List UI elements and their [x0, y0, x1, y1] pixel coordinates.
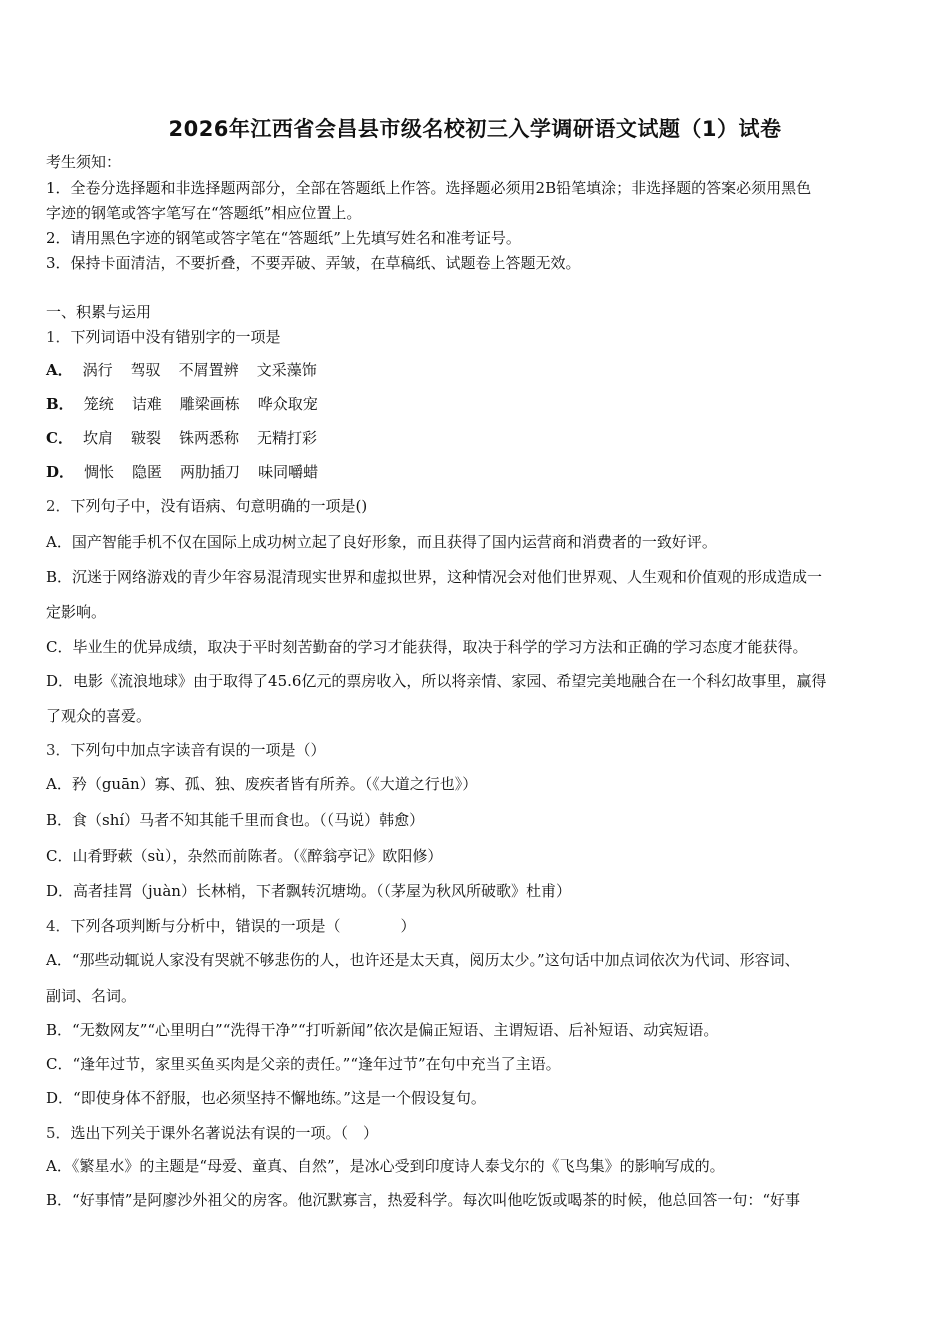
q1-option-b [46, 394, 908, 414]
question-number: 5． [46, 1124, 71, 1142]
word: 不屑置辨 [178, 361, 239, 379]
word: 惆怅 [84, 463, 115, 481]
notice-item-1b: 字迹的钢笔或答字笔写在“答题纸”相应位置上。 [46, 204, 362, 222]
q2-option-a: A．国产智能手机不仅在国际上成功树立起了良好形象，而且获得了国内运营商和消费者的一致好评。 [46, 533, 717, 551]
question-5 [46, 1123, 908, 1143]
question-1 [46, 327, 908, 347]
q3-option-d: D．高者挂罥（juàn）长林梢，下者飘转沉塘坳。（（茅屋为秋风所破歌》杜甫） [46, 882, 571, 900]
q2-option-c: C．毕业生的优异成绩，取决于平时刻苦勤奋的学习才能获得，取决于科学的学习方法和正确的学习态度才能获得。 [46, 638, 808, 656]
word: 铢两悉称 [178, 429, 239, 447]
question-4 [46, 916, 908, 936]
q2-option-b-cont: 定影响。 [46, 603, 107, 621]
word: 笼统 [83, 395, 114, 413]
notice-item-1a: 1．全卷分选择题和非选择题两部分，全部在答题纸上作答。选择题必须用2B铅笔填涂；非选择题的答案必须用黑色 [46, 179, 812, 197]
q4-option-a: A．“那些动辄说人家没有哭就不够悲伤的人，也许还是太天真，阅历太少。”这句话中加点词依次为代词、形容词、 [46, 951, 800, 969]
notice-item-3: 3．保持卡面清洁，不要折叠，不要弄破、弄皱，在草稿纸、试题卷上答题无效。 [46, 254, 581, 272]
word: 诘难 [131, 395, 162, 413]
word: 雕梁画栋 [179, 395, 240, 413]
q4-option-a-cont: 副词、名词。 [46, 987, 137, 1005]
option-label: D． [46, 463, 75, 481]
option-label: A． [46, 361, 73, 379]
section-heading: 一、积累与运用 [46, 303, 152, 321]
word: 皲裂 [130, 429, 161, 447]
question-stem: 下列各项判断与分析中，错误的一项是（ ） [70, 917, 416, 935]
word: 涡行 [82, 361, 113, 379]
q3-option-a: A．矜（guān）寡、孤、独、废疾者皆有所养。（《大道之行也》） [46, 775, 478, 793]
option-label: C． [46, 429, 73, 447]
question-number: 1． [46, 328, 71, 346]
word: 隐匿 [132, 463, 163, 481]
q2-option-b: B．沉迷于网络游戏的青少年容易混清现实世界和虚拟世界，这种情况会对他们世界观、人生观和价值观的形成造成一 [46, 568, 823, 586]
word: 味同嚼蜡 [258, 463, 319, 481]
question-3 [46, 740, 908, 760]
notice-heading: 考生须知： [46, 153, 122, 171]
word: 文采藻饰 [256, 361, 317, 379]
q2-option-d-cont: 了观众的喜爱。 [46, 707, 152, 725]
q1-option-c [46, 428, 908, 448]
question-2 [46, 496, 908, 516]
word: 坎肩 [82, 429, 113, 447]
q1-option-a [46, 360, 908, 380]
question-number: 4． [46, 917, 71, 935]
word: 无精打彩 [257, 429, 318, 447]
q5-option-b: B．“好事情”是阿廖沙外祖父的房客。他沉默寡言，热爱科学。每次叫他吃饭或喝茶的时候，他总回答一句：“好事 [46, 1191, 801, 1209]
q3-option-c: C．山肴野蔌（sù），杂然而前陈者。（《醉翁亭记》欧阳修） [46, 847, 443, 865]
word: 驾驭 [130, 361, 161, 379]
option-label: B． [46, 395, 74, 413]
question-number: 2． [46, 497, 71, 515]
q1-option-d [46, 462, 908, 482]
q3-option-b: B．食（shí）马者不知其能千里而食也。（（马说）韩愈） [46, 811, 425, 829]
q5-option-a: A．《繁星水》的主题是“母爱、童真、自然”，是冰心受到印度诗人泰戈尔的《飞鸟集》的影响写成的。 [46, 1157, 725, 1175]
q2-option-d: D．电影《流浪地球》由于取得了45.6亿元的票房收入，所以将亲情、家园、希望完美地融合在一个科幻故事里，赢得 [46, 672, 827, 690]
q4-option-b: B．“无数网友”“心里明白”“洗得干净”“打听新闻”依次是偏正短语、主谓短语、后补短语、动宾短语。 [46, 1021, 719, 1039]
q4-option-d: D．“即使身体不舒服，也必须坚持不懈地练。”这是一个假设复句。 [46, 1089, 486, 1107]
word: 哗众取宠 [257, 395, 318, 413]
question-stem: 下列句中加点字读音有误的一项是（） [70, 741, 326, 759]
question-stem: 选出下列关于课外名著说法有误的一项。（ ） [70, 1124, 379, 1142]
question-stem: 下列词语中没有错别字的一项是 [70, 328, 281, 346]
q4-option-c: C．“逢年过节，家里买鱼买肉是父亲的责任。”“逢年过节”在句中充当了主语。 [46, 1055, 561, 1073]
question-stem: 下列句子中，没有语病、句意明确的一项是() [70, 497, 368, 515]
page-title: 2026年江西省会昌县市级名校初三入学调研语文试题（1）试卷 [168, 117, 782, 141]
notice-item-2: 2．请用黑色字迹的钢笔或答字笔在“答题纸”上先填写姓名和准考证号。 [46, 229, 521, 247]
word: 两肋插刀 [180, 463, 241, 481]
question-number: 3． [46, 741, 71, 759]
